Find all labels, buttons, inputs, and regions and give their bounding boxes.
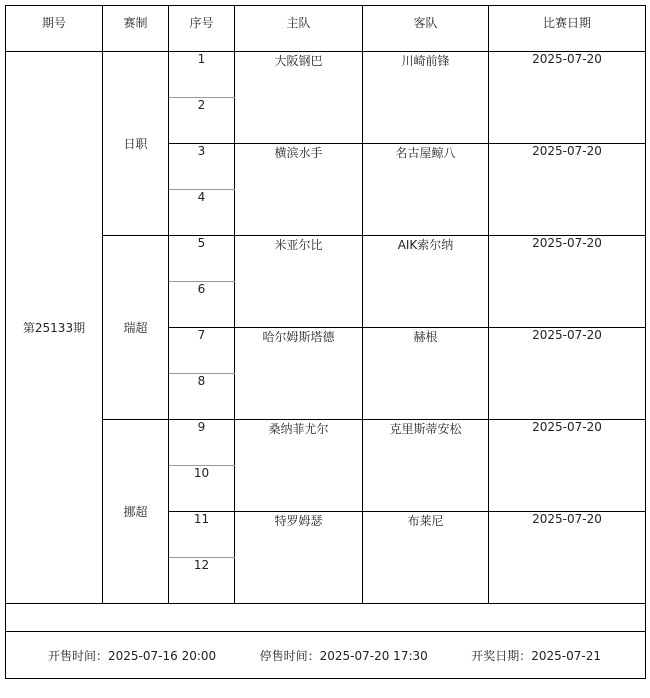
away-team-cell: 赫根 — [363, 328, 489, 420]
away-team-cell: 克里斯蒂安松 — [363, 420, 489, 512]
sale-stop-info — [260, 647, 428, 664]
home-team-cell: 哈尔姆斯塔德 — [235, 328, 363, 420]
match-date-cell: 2025-07-20 — [489, 236, 646, 328]
league-cell-jleague: 日职 — [103, 52, 169, 236]
draw-date-info — [471, 647, 601, 664]
seq-cell: 5 — [169, 236, 235, 282]
home-team-cell: 特罗姆瑟 — [235, 512, 363, 604]
seq-cell: 10 — [169, 466, 235, 512]
header-league: 赛制 — [103, 6, 169, 52]
home-team-cell: 米亚尔比 — [235, 236, 363, 328]
footer-row — [6, 632, 646, 679]
sale-start-label: 开售时间： — [48, 648, 109, 663]
seq-cell: 3 — [169, 144, 235, 190]
home-team-cell: 大阪钢巴 — [235, 52, 363, 144]
away-team-cell: 布莱尼 — [363, 512, 489, 604]
schedule-table — [5, 5, 646, 679]
sale-stop-value: 2025-07-20 17:30 — [319, 648, 428, 663]
header-away: 客队 — [363, 6, 489, 52]
league-cell-allsvenskan: 瑞超 — [103, 236, 169, 420]
league-cell-eliteserien: 挪超 — [103, 420, 169, 604]
seq-cell: 8 — [169, 374, 235, 420]
sale-start-value: 2025-07-16 20:00 — [108, 648, 217, 663]
header-seq: 序号 — [169, 6, 235, 52]
seq-cell: 1 — [169, 52, 235, 98]
seq-cell: 9 — [169, 420, 235, 466]
header-home: 主队 — [235, 6, 363, 52]
seq-cell: 4 — [169, 190, 235, 236]
header-date: 比赛日期 — [489, 6, 646, 52]
seq-cell: 2 — [169, 98, 235, 144]
seq-cell: 12 — [169, 558, 235, 604]
home-team-cell: 桑纳菲尤尔 — [235, 420, 363, 512]
blank-row — [6, 604, 646, 632]
match-date-cell: 2025-07-20 — [489, 144, 646, 236]
match-date-cell: 2025-07-20 — [489, 420, 646, 512]
match-date-cell: 2025-07-20 — [489, 328, 646, 420]
seq-cell: 6 — [169, 282, 235, 328]
home-team-cell: 横滨水手 — [235, 144, 363, 236]
blank-cell — [6, 604, 646, 632]
sale-stop-label: 停售时间： — [259, 648, 320, 663]
issue-cell: 第25133期 — [6, 52, 103, 604]
draw-date-value: 2025-07-21 — [531, 648, 601, 663]
seq-cell: 7 — [169, 328, 235, 374]
match-date-cell: 2025-07-20 — [489, 52, 646, 144]
header-issue: 期号 — [6, 6, 103, 52]
header-row — [6, 6, 646, 52]
sale-start-info — [48, 647, 216, 664]
away-team-cell: 名古屋鲸八 — [363, 144, 489, 236]
footer-cell — [6, 632, 646, 679]
away-team-cell: AIK索尔纳 — [363, 236, 489, 328]
table-row — [6, 52, 646, 98]
match-date-cell: 2025-07-20 — [489, 512, 646, 604]
schedule-table-wrapper — [5, 5, 645, 679]
draw-date-label: 开奖日期： — [471, 648, 532, 663]
seq-cell: 11 — [169, 512, 235, 558]
away-team-cell: 川崎前锋 — [363, 52, 489, 144]
footer-info — [6, 647, 645, 664]
